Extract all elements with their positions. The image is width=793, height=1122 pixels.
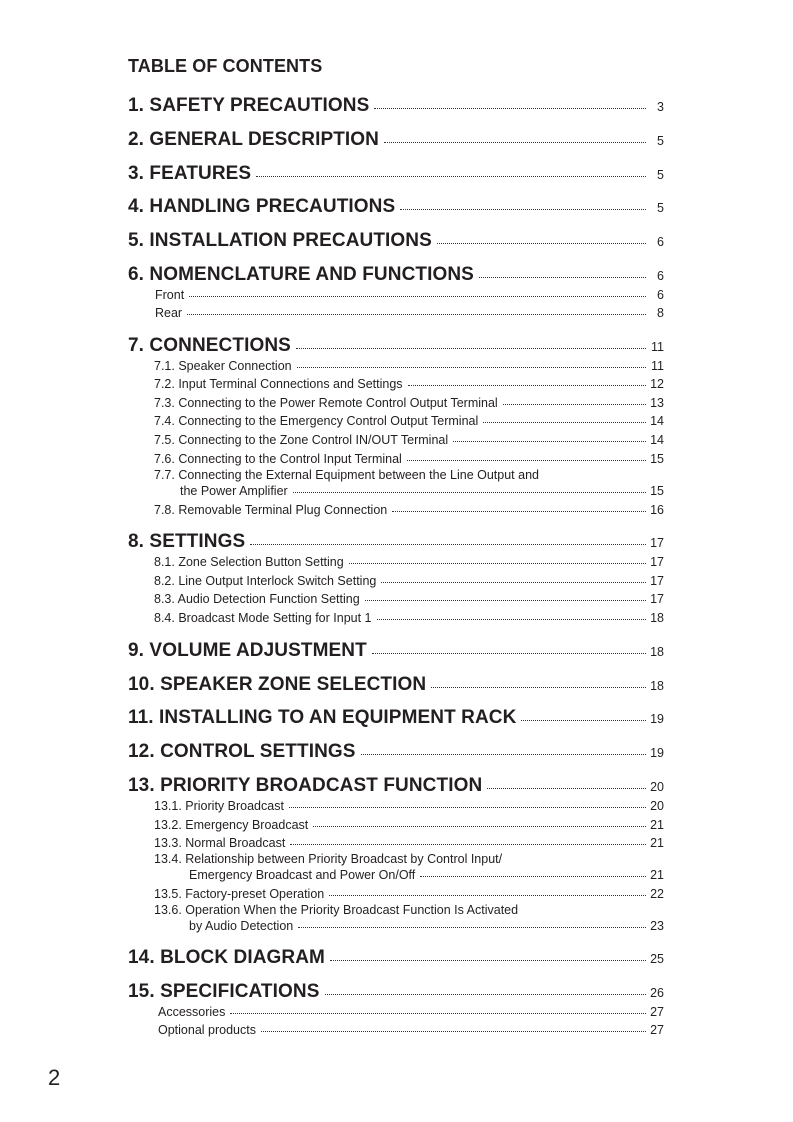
toc-subitem-title: 8.2. Line Output Interlock Switch Setting: [154, 574, 377, 588]
toc-subitem[interactable]: [154, 592, 664, 606]
toc-subitem-title: 7.8. Removable Terminal Plug Connection: [154, 503, 388, 517]
toc-section[interactable]: [128, 674, 664, 696]
toc-section-title: 4. HANDLING PRECAUTIONS: [128, 196, 396, 217]
toc-page-number: 6: [657, 269, 664, 283]
toc-page-number: 6: [657, 288, 664, 302]
toc-title: TABLE OF CONTENTS: [128, 56, 323, 76]
toc-section[interactable]: [128, 230, 664, 252]
toc-page-number: 5: [657, 168, 664, 182]
toc-subitem-title: 7.4. Connecting to the Emergency Control Output Terminal: [154, 414, 479, 428]
toc-page-number: 23: [650, 919, 664, 933]
toc-leader-dots: [384, 141, 646, 143]
toc-leader-dots: [392, 510, 646, 512]
toc-section[interactable]: [128, 163, 664, 185]
toc-subitem[interactable]: [154, 433, 664, 447]
toc-leader-dots: [325, 993, 647, 995]
toc-subitem-title: Front: [155, 288, 185, 302]
toc-page-number: 20: [650, 799, 664, 813]
toc-page-number: 21: [650, 836, 664, 850]
toc-page-number: 15: [650, 484, 664, 498]
toc-leader-dots: [479, 276, 646, 278]
toc-subitem-title: 7.6. Connecting to the Control Input Terminal: [154, 452, 402, 466]
toc-leader-dots: [407, 459, 646, 461]
toc-leader-dots: [431, 686, 646, 688]
toc-page-number: 21: [650, 818, 664, 832]
toc-leader-dots: [408, 384, 646, 386]
toc-subitem[interactable]: [154, 452, 664, 466]
toc-page-number: 17: [650, 555, 664, 569]
toc-subitem[interactable]: [189, 919, 664, 933]
toc-subitem[interactable]: [155, 288, 664, 302]
toc-leader-dots: [521, 719, 646, 721]
toc-leader-dots: [365, 599, 646, 601]
toc-page-number: 5: [657, 201, 664, 215]
toc-page-number: 18: [650, 679, 664, 693]
toc-leader-dots: [437, 242, 646, 244]
toc-leader-dots: [296, 347, 646, 349]
toc-page-number: 22: [650, 887, 664, 901]
toc-leader-dots: [313, 825, 646, 827]
toc-section-title: 11. INSTALLING TO AN EQUIPMENT RACK: [128, 707, 517, 728]
toc-leader-dots: [381, 581, 646, 583]
toc-leader-dots: [361, 753, 646, 755]
toc-page-number: 21: [650, 868, 664, 882]
toc-subitem[interactable]: [154, 503, 664, 517]
toc-subitem[interactable]: [154, 574, 664, 588]
toc-leader-dots: [483, 421, 646, 423]
toc-section[interactable]: [128, 95, 664, 117]
toc-subitem[interactable]: [154, 377, 664, 391]
toc-leader-dots: [298, 926, 646, 928]
toc-page-number: 3: [657, 100, 664, 114]
toc-section-title: 15. SPECIFICATIONS: [128, 981, 320, 1002]
toc-leader-dots: [377, 618, 647, 620]
toc-section[interactable]: [128, 196, 664, 218]
toc-subitem-title: 13.2. Emergency Broadcast: [154, 818, 309, 832]
toc-subitem[interactable]: [154, 799, 664, 813]
toc-section-title: 9. VOLUME ADJUSTMENT: [128, 640, 367, 661]
toc-subitem-title-line1: 13.6. Operation When the Priority Broadcast Function Is Activated: [154, 903, 519, 917]
toc-section-title: 8. SETTINGS: [128, 531, 246, 552]
toc-page-number: 19: [650, 712, 664, 726]
toc-subitem-title: 8.3. Audio Detection Function Setting: [154, 592, 360, 606]
toc-page-number: 26: [650, 986, 664, 1000]
toc-subitem-title: 13.3. Normal Broadcast: [154, 836, 286, 850]
toc-subitem-title: 7.3. Connecting to the Power Remote Control Output Terminal: [154, 396, 498, 410]
toc-page-number: 12: [650, 377, 664, 391]
toc-page-number: 27: [650, 1023, 664, 1037]
toc-section[interactable]: [128, 775, 664, 797]
toc-leader-dots: [293, 491, 646, 493]
toc-subitem-title: Optional products: [158, 1023, 256, 1037]
toc-leader-dots: [250, 543, 646, 545]
toc-page-number: 27: [650, 1005, 664, 1019]
toc-subitem-title: by Audio Detection: [189, 919, 294, 933]
toc-subitem-title-line1: 13.4. Relationship between Priority Broadcast by Control Input/: [154, 852, 503, 866]
toc-page-number: 6: [657, 235, 664, 249]
toc-page-number: 25: [650, 952, 664, 966]
toc-leader-dots: [453, 440, 646, 442]
toc-subitem[interactable]: [154, 836, 664, 850]
toc-subitem[interactable]: [154, 359, 664, 373]
toc-subitem-title: 7.5. Connecting to the Zone Control IN/OUT Terminal: [154, 433, 449, 447]
toc-subitem-title: 13.5. Factory-preset Operation: [154, 887, 325, 901]
toc-section-title: 10. SPEAKER ZONE SELECTION: [128, 674, 427, 695]
toc-section-title: 12. CONTROL SETTINGS: [128, 741, 356, 762]
toc-page-number: 14: [650, 414, 664, 428]
toc-leader-dots: [187, 313, 646, 315]
toc-section[interactable]: [128, 129, 664, 151]
toc-subitem-title: 7.2. Input Terminal Connections and Settings: [154, 377, 403, 391]
toc-page-number: 5: [657, 134, 664, 148]
toc-leader-dots: [330, 959, 646, 961]
toc-leader-dots: [189, 295, 646, 297]
toc-page-number: 17: [650, 592, 664, 606]
toc-subitem[interactable]: [154, 818, 664, 832]
toc-subitem-title: Rear: [155, 306, 183, 320]
toc-page-number: 13: [650, 396, 664, 410]
toc-leader-dots: [256, 175, 646, 177]
toc-page-number: 17: [650, 574, 664, 588]
toc-subitem-title: 7.1. Speaker Connection: [154, 359, 292, 373]
toc-page-number: 8: [657, 306, 664, 320]
toc-leader-dots: [329, 894, 646, 896]
toc-section-title: 2. GENERAL DESCRIPTION: [128, 129, 379, 150]
toc-page-number: 11: [651, 359, 664, 373]
toc-section[interactable]: [128, 264, 664, 286]
toc-subitem[interactable]: [158, 1023, 664, 1037]
toc-section[interactable]: [128, 707, 664, 729]
toc-section-title: 3. FEATURES: [128, 163, 252, 184]
toc-subitem[interactable]: [180, 484, 664, 498]
toc-leader-dots: [487, 787, 646, 789]
toc-page-number: 17: [650, 536, 664, 550]
toc-leader-dots: [349, 562, 646, 564]
toc-subitem[interactable]: [154, 396, 664, 410]
toc-subitem[interactable]: [189, 868, 664, 882]
toc-leader-dots: [230, 1012, 646, 1014]
toc-subitem-title: 8.1. Zone Selection Button Setting: [154, 555, 344, 569]
toc-page-number: 19: [650, 746, 664, 760]
toc-page-number: 16: [650, 503, 664, 517]
toc-page-number: 18: [650, 611, 664, 625]
toc-page-number: 14: [650, 433, 664, 447]
toc-subitem-title: Accessories: [158, 1005, 226, 1019]
toc-section-title: 1. SAFETY PRECAUTIONS: [128, 95, 370, 116]
toc-leader-dots: [400, 208, 646, 210]
toc-section[interactable]: [128, 531, 664, 553]
toc-page-number: 20: [650, 780, 664, 794]
toc-subitem-title-line1: 7.7. Connecting the External Equipment between the Line Output and: [154, 468, 539, 482]
toc-section-title: 5. INSTALLATION PRECAUTIONS: [128, 230, 432, 251]
toc-leader-dots: [374, 107, 646, 109]
toc-leader-dots: [297, 366, 646, 368]
toc-subitem-title: 8.4. Broadcast Mode Setting for Input 1: [154, 611, 372, 625]
toc-section[interactable]: [128, 335, 664, 357]
toc-subitem[interactable]: [154, 414, 664, 428]
toc-subitem-title: the Power Amplifier: [180, 484, 288, 498]
toc-page-number: 18: [650, 645, 664, 659]
toc-subitem[interactable]: [158, 1005, 664, 1019]
toc-leader-dots: [503, 403, 646, 405]
toc-section[interactable]: [128, 981, 664, 1003]
toc-subitem[interactable]: [154, 611, 664, 625]
toc-section[interactable]: [128, 640, 664, 662]
toc-section[interactable]: [128, 947, 664, 969]
toc-section-title: 13. PRIORITY BROADCAST FUNCTION: [128, 775, 483, 796]
toc-subitem[interactable]: [154, 887, 664, 901]
toc-section-title: 7. CONNECTIONS: [128, 335, 291, 356]
toc-section-title: 14. BLOCK DIAGRAM: [128, 947, 325, 968]
toc-subitem[interactable]: [155, 306, 664, 320]
toc-leader-dots: [372, 652, 646, 654]
toc-page-number: 11: [651, 340, 664, 354]
toc-page-number: 15: [650, 452, 664, 466]
toc-leader-dots: [420, 875, 646, 877]
toc-leader-dots: [290, 843, 646, 845]
toc-leader-dots: [289, 806, 646, 808]
page-number: 2: [48, 1065, 61, 1090]
toc-section-title: 6. NOMENCLATURE AND FUNCTIONS: [128, 264, 474, 285]
toc-subitem-title: 13.1. Priority Broadcast: [154, 799, 284, 813]
toc-subitem[interactable]: [154, 555, 664, 569]
toc-section[interactable]: [128, 741, 664, 763]
toc-leader-dots: [261, 1030, 646, 1032]
toc-subitem-title: Emergency Broadcast and Power On/Off: [189, 868, 416, 882]
